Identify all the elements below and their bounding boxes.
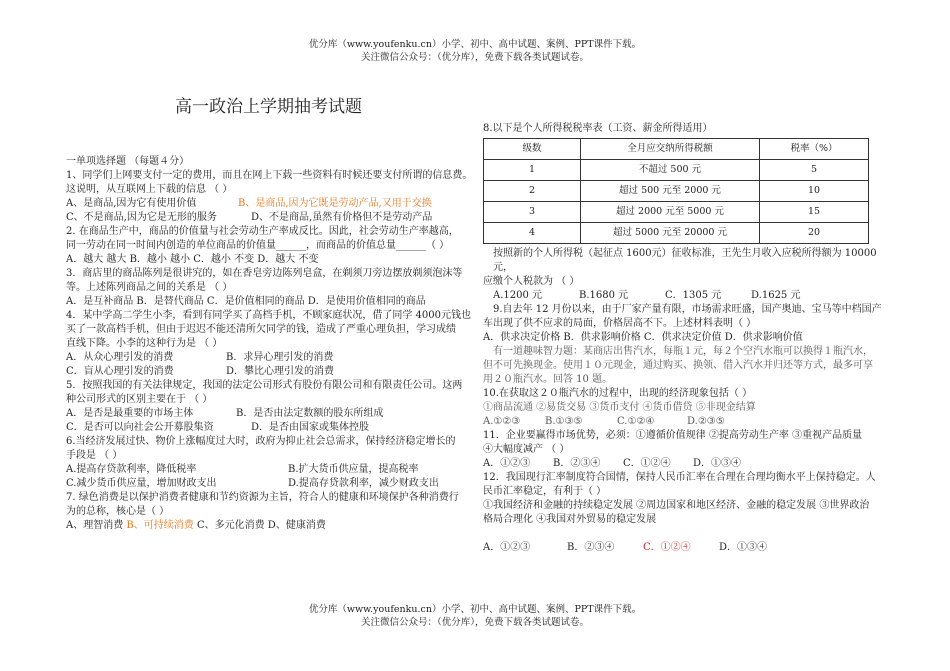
material-text-2: 但不可先換现金。使用１０元现金，通过购买、换领、借入汽水并归还等方式，最多可享 <box>483 360 873 371</box>
page-title: 高一政治上学期抽考试题 <box>175 97 362 117</box>
q8-option-b: B.1680 元 <box>579 290 629 301</box>
question-5 <box>66 379 476 435</box>
footer-line-1: 优分库（www.youfenku.cn）小学、初中、高中试题、案例、PPT课件下载。 <box>308 604 642 615</box>
q12-stem-4: 格局合理化 ④我国对外贸易的稳定发展 <box>483 514 657 525</box>
q1-option-a: A、是商品,因为它有使用价值 <box>66 198 197 209</box>
q8-option-c: C．1305 元 <box>665 290 722 301</box>
cell-rate: 15 <box>760 202 869 223</box>
section-heading: 一单项选择题 （每题４分） <box>66 156 190 167</box>
cell-level: 3 <box>484 202 581 223</box>
q7-stem-2: 为的总称，核心是（ ） <box>66 506 170 517</box>
cell-amount: 不超过 500 元 <box>581 160 760 181</box>
q8-stem-2: 应缴个人税款为 （ ） <box>483 276 580 287</box>
q1-option-d: D、不是商品,虽然有价格但不是劳动产品 <box>251 212 433 223</box>
right-column <box>483 122 893 555</box>
q9-stem: 9.自去年 12 月份以来，由于厂家产量有限，市场需求旺盛，国产奥迪、宝马等中档国产 <box>493 304 882 315</box>
q11-option-d: D．①③④ <box>693 458 742 469</box>
q1-option-c: C、不是商品,因为它是无形的服务 <box>66 212 217 223</box>
q6-option-d: D.提高存贷款利率，减少财政支出 <box>288 478 439 489</box>
q4-option-b: B．求异心理引发的消费 <box>226 352 334 363</box>
table-header-row <box>484 139 869 160</box>
q4-option-a: A．从众心理引发的消费 <box>66 352 174 363</box>
q11-options <box>483 457 893 471</box>
q10-options <box>483 415 893 429</box>
q8-option-d: D.1625 元 <box>751 290 801 301</box>
q12-option-c: C．①②④ <box>643 542 691 553</box>
question-6 <box>66 435 476 491</box>
q5-option-d: D．是否由国家或集体控股 <box>251 422 370 433</box>
q6-stem-2: 手段是 （ ） <box>66 450 123 461</box>
q5-stem: 5．按照我国的有关法律规定，我国的法定公司形式有股份有限公司和有限责任公司。这两 <box>66 380 463 391</box>
q10-option-a: A.①②③ <box>483 416 521 427</box>
q10-option-b: B.①③⑤ <box>545 416 583 427</box>
q12-option-d: D．①③④ <box>719 542 768 553</box>
cell-amount: 超过 500 元至 2000 元 <box>581 181 760 202</box>
q12-option-b: B．②③④ <box>567 542 615 553</box>
q4-stem-3: 直线下降。小李的这种行为是 （ ） <box>66 338 223 349</box>
q1-stem: 1、同学们上网要支付一定的费用，而且在网上下载一些资料有时候还要支付所谓的信息费。 <box>66 170 473 181</box>
question-4 <box>66 309 476 379</box>
q11-option-c: C．①②④ <box>623 458 671 469</box>
page-footer <box>0 603 950 629</box>
q5-option-b: B．是否由法定数额的股东所组成 <box>236 408 384 419</box>
q8-label: 8.以下是个人所得税税率表（工资、薪金所得适用） <box>483 123 713 134</box>
q3-stem-2: 等。上述陈列商品之间的关系是 （ ） <box>66 282 233 293</box>
q9-options: A．供求决定价格 B．供求影响价格 C．供求决定价值 D．供求影响价值 <box>483 332 803 343</box>
table-row <box>484 181 869 202</box>
q3-stem: 3．商店里的商品陈列是很讲究的，如在香皂旁边陈列皂盒，在剃须刀旁边摆放剃须泡沫等 <box>66 268 463 279</box>
cell-level: 1 <box>484 160 581 181</box>
q8-stem: 按照新的个人所得税（起征点 1600元）征收标准，王先生月收入应税所得额为 10000 元， <box>493 248 877 273</box>
question-2 <box>66 225 476 267</box>
q10-option-c: C.①②④ <box>617 416 655 427</box>
left-column <box>66 155 476 533</box>
q6-option-b: B.扩大货币供应量，提高税率 <box>288 464 419 475</box>
header-cell-amount: 全月应交纳所得税额 <box>581 139 760 160</box>
q6-option-a: A.提高存贷款利率，降低税率 <box>66 464 197 475</box>
q7-option-b: B、可持续消费 <box>126 520 194 531</box>
material-text: 有一道趣味智力题：某商店出售汽水，每瓶１元，每２个空汽水瓶可以换得１瓶汽水， <box>493 346 873 357</box>
q11-option-a: A．①②③ <box>483 458 531 469</box>
q11-option-b: B．②③④ <box>553 458 601 469</box>
cell-rate: 20 <box>760 223 869 244</box>
q5-stem-2: 种公司形式的区别主要在于 （ ） <box>66 394 213 405</box>
q7-stem: 7. 绿色消费是以保护消费者健康和节约资源为主旨，符合人的健康和环境保护各种消费行 <box>66 492 459 503</box>
q2-options: A．越大 越大 B．越小 越小 C．越小 不变 D．越大 不变 <box>66 254 319 265</box>
q4-stem: 4．某中学高二学生小李，看到有同学买了高档手机，不顾家庭状况，借了同学 4000元钱也 <box>66 310 471 321</box>
q7-option-a: A、理智消费 <box>66 520 124 531</box>
tax-rate-table <box>483 138 869 244</box>
cell-rate: 5 <box>760 160 869 181</box>
table-row <box>484 202 869 223</box>
page-header <box>0 38 950 64</box>
footer-line-2: 关注微信公众号：（优分库），免费下载各类试题试卷。 <box>360 617 589 628</box>
cell-rate: 10 <box>760 181 869 202</box>
table-row <box>484 223 869 244</box>
q1-stem-2: 这说明，从互联网上下载的信息 （ ） <box>66 184 233 195</box>
header-line-1: 优分库（www.youfenku.cn）小学、初中、高中试题、案例、PPT课件下载。 <box>308 39 642 50</box>
q3-options: A．是互补商品 B．是替代商品 C．是价值相同的商品 D．是使用价值相同的商品 <box>66 296 426 307</box>
q2-stem-2: 同一劳动在同一时间内创造的单位商品的价值量______，而商品的价值总量______（ ） <box>66 240 450 251</box>
q4-option-c: C．盲从心理引发的消费 <box>66 366 174 377</box>
cell-level: 4 <box>484 223 581 244</box>
q10-items: ①商品流通 ②易货交易 ③货币支付 ④货币借贷 ⑤非现金结算 <box>483 402 756 413</box>
table-row <box>484 160 869 181</box>
cell-amount: 超过 5000 元至 20000 元 <box>581 223 760 244</box>
header-line-2: 关注微信公众号：（优分库），免费下载各类试题试卷。 <box>360 52 589 63</box>
header-cell-rate: 税率（%） <box>760 139 869 160</box>
cell-level: 2 <box>484 181 581 202</box>
header-cell-level: 级数 <box>484 139 581 160</box>
q5-option-a: A．是否是最重要的市场主体 <box>66 408 194 419</box>
q8-options <box>483 289 893 303</box>
q4-option-d: D．攀比心理引发的消费 <box>226 366 335 377</box>
q2-stem: 2. 在商品生产中，商品的价值量与社会劳动生产率成反比。因此，社会劳动生产率越高， <box>66 226 459 237</box>
q12-options <box>483 541 893 555</box>
q12-stem-3: ①我国经济和金融的持续稳定发展 ②周边国家和地区经济、金融的稳定发展 ③世界政治 <box>483 500 870 511</box>
q12-stem: 12．我国现行汇率制度符合国情，保持人民币汇率在合理在合理均衡水平上保持稳定。人 <box>483 472 876 483</box>
question-7 <box>66 491 476 533</box>
q6-stem: 6.当经济发展过快、物价上涨幅度过大时，政府为抑止社会总需求，保持经济稳定增长的 <box>66 436 456 447</box>
q12-option-a: A．①②③ <box>483 542 531 553</box>
q11-stem: 11．企业要赢得市场优势，必须：①遵循价值规律 ②提高劳动生产率 ③重视产品质量 <box>483 430 863 441</box>
q10-option-d: D.②③⑤ <box>687 416 725 427</box>
question-1 <box>66 169 476 225</box>
q9-stem-2: 车出现了供不应求的局面，价格居高不下。上述材料表明（ ） <box>483 318 757 329</box>
q1-option-b: B、是商品,因为它既是劳动产品,又用于交换 <box>238 198 432 209</box>
q11-stem-2: ④大幅度减产 （ ） <box>483 444 570 455</box>
q5-option-c: C．是否可以向社会公开募股集资 <box>66 422 214 433</box>
q4-stem-2: 买了一款高档手机，但由于迟迟不能还清所欠同学的钱，造成了严重心理负担，学习成绩 <box>66 324 456 335</box>
material-text-3: 用２０瓶汽水。回答 10 题。 <box>483 374 613 385</box>
question-3 <box>66 267 476 309</box>
cell-amount: 超过 2000 元至 5000 元 <box>581 202 760 223</box>
q7-option-cd: C、多元化消费 D、健康消费 <box>196 520 326 531</box>
q8-option-a: A.1200 元 <box>493 290 543 301</box>
q10-stem: 10.在获取这２０瓶汽水的过程中，出现的经济现象包括（ ） <box>483 388 753 399</box>
q12-stem-2: 民币汇率稳定，有利于（ ） <box>483 486 607 497</box>
q6-option-c: C.减少货币供应量，增加财政支出 <box>66 478 217 489</box>
